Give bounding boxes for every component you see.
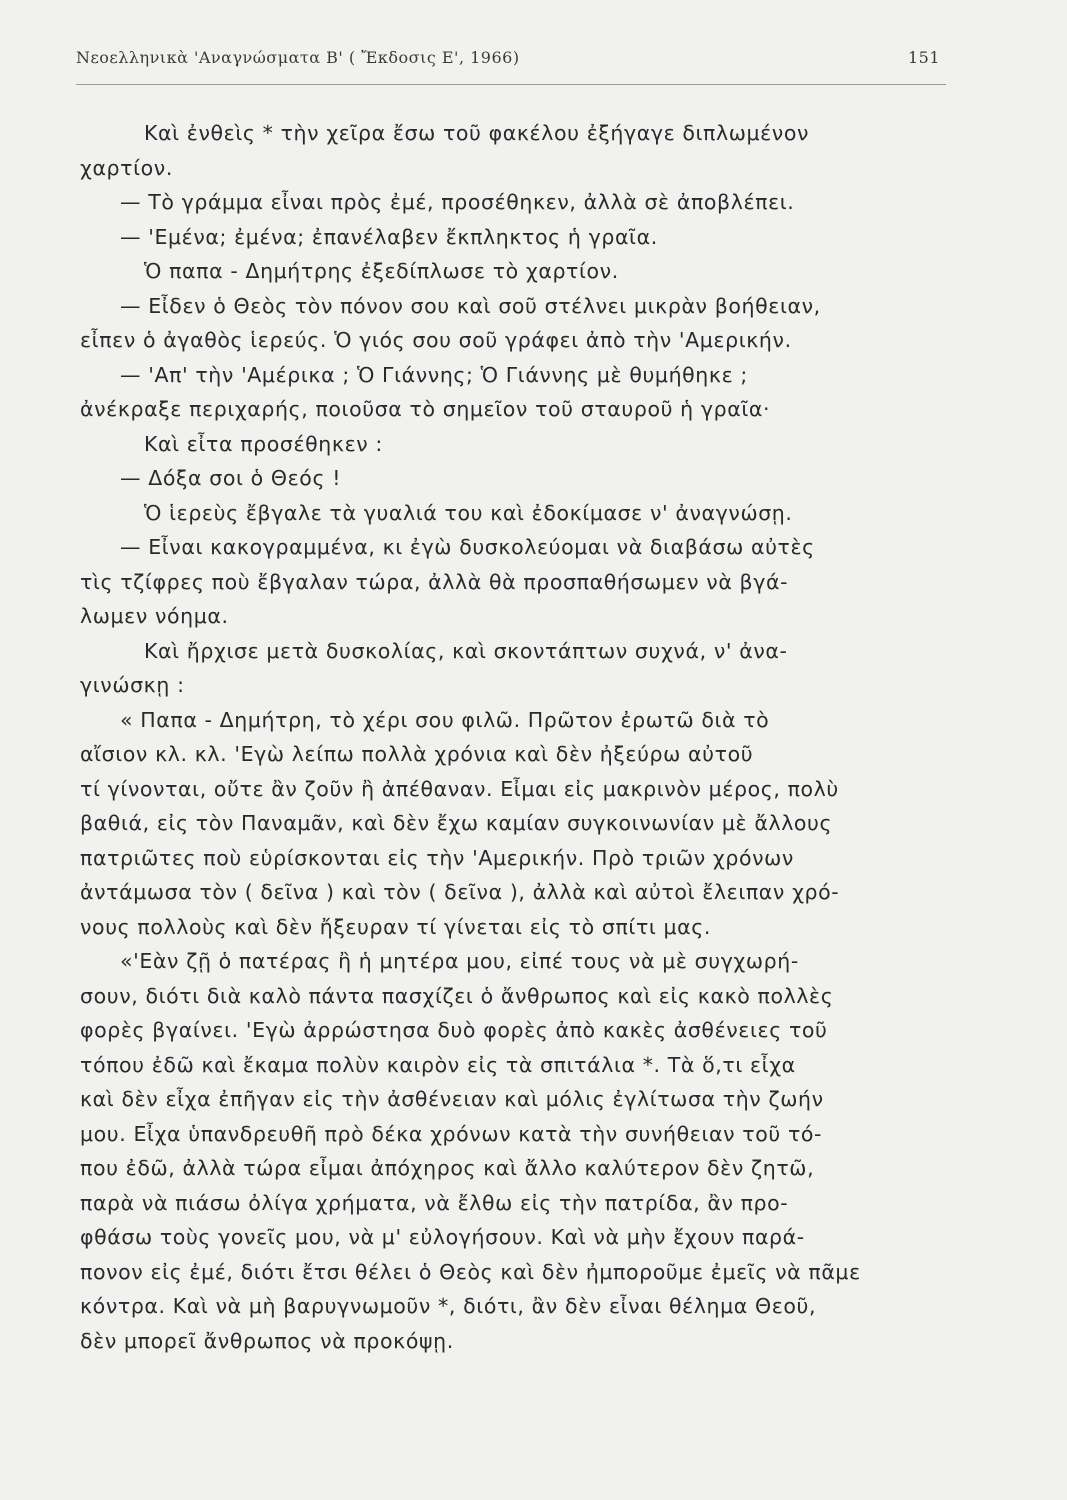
letter-line: βαθιά, εἰς τὸν Παναμᾶν, καὶ δὲν ἔχω καμίαν συγκοινωνίαν μὲ ἄλλους [80, 811, 833, 835]
text-line: Καὶ εἶτα προσέθηκεν : [144, 431, 383, 456]
letter-line: κόντρα. Καὶ νὰ μὴ βαρυγνωμοῦν *, διότι, ἂν δὲν εἶναι θέλημα Θεοῦ, [80, 1294, 817, 1318]
dialogue-line: — Τὸ γράμμα εἶναι πρὸς ἐμέ, προσέθηκεν, ἀλλὰ σὲ ἀποβλέπει. [120, 190, 795, 214]
running-head [76, 48, 946, 72]
dialogue-line: — 'Απ' τὴν 'Αμέρικα ; Ὁ Γιάννης; Ὁ Γιάννης μὲ θυμήθηκε ; [120, 362, 748, 387]
letter-line: ἀντάμωσα τὸν ( δεῖνα ) καὶ τὸν ( δεῖνα ), ἀλλὰ καὶ αὐτοὶ ἔλειπαν χρό- [80, 880, 840, 904]
letter-line: «'Εὰν ζῇ ὁ πατέρας ἢ ἡ μητέρα μου, εἰπέ τους νὰ μὲ συγχωρή- [120, 949, 799, 973]
dialogue-line: — 'Εμένα; ἐμένα; ἐπανέλαβεν ἔκπληκτος ἡ γραῖα. [120, 224, 658, 249]
text-line: λωμεν νόημα. [80, 604, 229, 628]
text-line: Ὁ παπα - Δημήτρης ἐξεδίπλωσε τὸ χαρτίον. [144, 259, 619, 283]
text-line: Καὶ ἐνθεὶς * τὴν χεῖρα ἔσω τοῦ φακέλου ἐξήγαγε διπλωμένον [144, 121, 810, 145]
running-head-title: Νεοελληνικὰ 'Αναγνώσματα Β' ( Ἔκδοσις Ε', 1966) [76, 48, 520, 67]
letter-line: σουν, διότι διὰ καλὸ πάντα πασχίζει ὁ ἄνθρωπος καὶ εἰς κακὸ πολλὲς [80, 983, 834, 1008]
text-line: χαρτίον. [80, 155, 173, 180]
page-number: 151 [907, 48, 940, 67]
text-line: τὶς τζίφρες ποὺ ἔβγαλαν τώρα, ἀλλὰ θὰ προσπαθήσωμεν νὰ βγά- [80, 569, 789, 594]
dialogue-line: — Δόξα σοι ὁ Θεός ! [120, 466, 342, 490]
text-line: εἶπεν ὁ ἀγαθὸς ἱερεύς. Ὁ γιός σου σοῦ γράφει ἀπὸ τὴν 'Αμερικήν. [80, 328, 792, 352]
text-line: Ὁ ἱερεὺς ἔβγαλε τὰ γυαλιά του καὶ ἐδοκίμασε ν' ἀναγνώσῃ. [144, 500, 793, 525]
letter-line: αἴσιον κλ. κλ. 'Εγὼ λείπω πολλὰ χρόνια καὶ δὲν ἠξεύρω αὐτοῦ [80, 742, 754, 766]
letter-line: φορὲς βγαίνει. 'Εγὼ ἀρρώστησα δυὸ φορὲς ἀπὸ κακὲς ἀσθένειες τοῦ [80, 1018, 828, 1042]
letter-line: νους πολλοὺς καὶ δὲν ἤξευραν τί γίνεται εἰς τὸ σπίτι μας. [80, 914, 712, 939]
dialogue-line: — Εἶδεν ὁ Θεὸς τὸν πόνον σου καὶ σοῦ στέλνει μικρὰν βοήθειαν, [120, 293, 821, 318]
letter-line: καὶ δὲν εἶχα ἐπῆγαν εἰς τὴν ἀσθένειαν καὶ μόλις ἐγλίτωσα τὴν ζωήν [80, 1087, 824, 1111]
dialogue-line: — Εἶναι κακογραμμένα, κι ἐγὼ δυσκολεύομαι νὰ διαβάσω αὐτὲς [120, 535, 815, 559]
letter-line: παρὰ νὰ πιάσω ὀλίγα χρήματα, νὰ ἔλθω εἰς τὴν πατρίδα, ἂν προ- [80, 1190, 789, 1215]
letter-line: μου. Εἶχα ὑπανδρευθῆ πρὸ δέκα χρόνων κατὰ τὴν συνήθειαν τοῦ τό- [80, 1121, 823, 1146]
letter-line: πατριῶτες ποὺ εὑρίσκονται εἰς τὴν 'Αμερικήν. Πρὸ τριῶν χρόνων [80, 845, 794, 870]
letter-line: « Παπα - Δημήτρη, τὸ χέρι σου φιλῶ. Πρῶτον ἐρωτῶ διὰ τὸ [120, 707, 770, 732]
text-line: γινώσκῃ : [80, 673, 185, 697]
letter-line: τί γίνονται, οὔτε ἂν ζοῦν ἢ ἀπέθαναν. Εἶμαι εἰς μακρινὸν μέρος, πολὺ [80, 776, 839, 801]
body-text [80, 116, 950, 1358]
header-rule [76, 84, 946, 85]
text-line: Καὶ ἤρχισε μετὰ δυσκολίας, καὶ σκοντάπτων συχνά, ν' ἀνα- [144, 638, 788, 663]
text-line: ἀνέκραξε περιχαρής, ποιοῦσα τὸ σημεῖον τοῦ σταυροῦ ἡ γραῖα· [80, 397, 771, 421]
letter-line: φθάσω τοὺς γονεῖς μου, νὰ μ' εὐλογήσουν. Καὶ νὰ μὴν ἔχουν παρά- [80, 1225, 805, 1249]
letter-line: δὲν μπορεῖ ἄνθρωπος νὰ προκόψῃ. [80, 1328, 454, 1353]
letter-line: πονον εἰς ἐμέ, διότι ἔτσι θέλει ὁ Θεὸς καὶ δὲν ἠμποροῦμε ἐμεῖς νὰ πᾶμε [80, 1259, 861, 1284]
letter-line: τόπου ἐδῶ καὶ ἔκαμα πολὺν καιρὸν εἰς τὰ σπιτάλια *. Τὰ ὅ,τι εἶχα [80, 1052, 796, 1077]
letter-line: που ἐδῶ, ἀλλὰ τώρα εἶμαι ἀπόχηρος καὶ ἄλλο καλύτερον δὲν ζητῶ, [80, 1156, 815, 1180]
